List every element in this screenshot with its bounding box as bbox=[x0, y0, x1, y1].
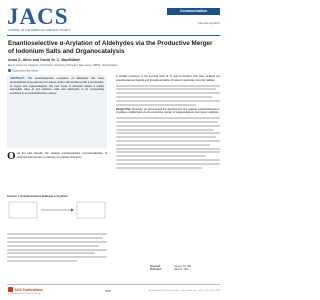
journal-name: JOURNAL OF THE AMERICAN CHEMICAL SOCIETY bbox=[8, 29, 71, 32]
text-line bbox=[116, 167, 202, 169]
scheme-block bbox=[7, 195, 107, 262]
text-line bbox=[116, 92, 220, 94]
first-paragraph bbox=[7, 152, 107, 160]
supporting-info-link[interactable] bbox=[8, 69, 38, 73]
text-line bbox=[116, 163, 220, 165]
right-intro: A notable exception is the seminal work of Ye and co-workers who have realized the enantioselective Negishi and Kumada arylation of racemic secondary benzylic halides. bbox=[116, 75, 220, 82]
text-line bbox=[116, 148, 220, 150]
abstract-box bbox=[7, 75, 107, 148]
scheme-graphic bbox=[7, 198, 107, 224]
text-line bbox=[116, 151, 220, 153]
design-plan-heading: Design Plan. bbox=[116, 107, 132, 111]
doi-citation[interactable]: dx.doi.org/10.1021/ja2008906 | J. Am. Chem. Soc. 2011, 133, 4260–4263 bbox=[148, 290, 220, 292]
text-line bbox=[116, 159, 220, 161]
publisher-name: ACS Publications bbox=[14, 288, 43, 292]
text-line bbox=[116, 125, 220, 127]
article-dates bbox=[150, 266, 192, 273]
text-line bbox=[116, 121, 218, 123]
received-date: January 28, 2011 bbox=[174, 266, 192, 268]
article-authors: Anna E. Allen and David W. C. MacMillan* bbox=[8, 58, 81, 62]
abstract-label: ABSTRACT: bbox=[10, 77, 25, 80]
text-line bbox=[116, 100, 220, 102]
text-line bbox=[7, 249, 107, 251]
drop-cap: O bbox=[7, 150, 16, 162]
text-line bbox=[116, 96, 212, 98]
text-line bbox=[116, 85, 220, 87]
right-text-lines-a bbox=[116, 85, 220, 106]
copyright: © 2011 American Chemical Society bbox=[8, 293, 41, 295]
abstract-text: The enantioselective α-arylation of aldehydes has been accomplished using electron-rich arenes under mild conditions with a combination of copper and organocatalysis; this new mode of activation allows a readily accessible class of aryl iodonium salts and aldehydes to be successfully combined in an enantioselective manner. bbox=[10, 77, 104, 96]
text-line bbox=[116, 104, 196, 106]
text-line bbox=[116, 144, 210, 146]
header-rule bbox=[7, 35, 220, 36]
supporting-info-icon bbox=[8, 69, 11, 72]
text-line bbox=[7, 260, 77, 262]
right-text-lines-b bbox=[116, 117, 220, 168]
article-affiliation: Merck Center for Catalysis at Princeton University, Princeton, New Jersey 08544, United States bbox=[8, 63, 118, 67]
text-line bbox=[7, 233, 107, 235]
text-line bbox=[116, 88, 216, 90]
acs-icon bbox=[8, 287, 13, 292]
abstract-content bbox=[7, 75, 107, 98]
published-row bbox=[150, 269, 192, 272]
design-plan-paragraph bbox=[116, 108, 220, 116]
pubs-link[interactable]: pubs.acs.org/JACS bbox=[197, 22, 220, 25]
body-first-paragraph bbox=[7, 152, 107, 161]
page-number: 4260 bbox=[105, 289, 112, 293]
text-line bbox=[116, 136, 216, 138]
text-line bbox=[116, 140, 220, 142]
first-paragraph-text: ver the past decade, the catalytic enantioselective α-functionalization of carbonyls has become a mainstay of synthetic chemistry. bbox=[16, 152, 107, 159]
supporting-info-label: Supporting Information bbox=[12, 69, 39, 72]
left-text-lines bbox=[7, 233, 107, 262]
text-line bbox=[116, 117, 220, 119]
received-label: Received: bbox=[150, 266, 161, 268]
design-plan-text: Recently, we documented the development of a catalytic enantioselective α-vinylation of aldehydes via the productive merger of organocatalysis and copper catalysis. bbox=[116, 107, 220, 115]
scheme-title: Scheme 1. Enantioselective Aldehyde α-Arylation bbox=[7, 195, 68, 198]
text-line bbox=[116, 155, 206, 157]
published-date: March 9, 2011 bbox=[174, 269, 189, 272]
text-line bbox=[7, 237, 103, 239]
text-line bbox=[7, 252, 95, 254]
article-title: Enantioselective α-Arylation of Aldehydes via the Productive Merger of Iodonium Salts and Organocatalysis bbox=[8, 40, 213, 55]
right-column bbox=[116, 75, 220, 169]
text-line bbox=[7, 241, 107, 243]
text-line bbox=[116, 129, 214, 131]
text-line bbox=[7, 245, 99, 247]
journal-logo: JACS bbox=[7, 4, 69, 29]
article-type-badge: Communication bbox=[167, 8, 220, 15]
text-line bbox=[116, 132, 220, 134]
text-line bbox=[7, 256, 107, 258]
published-label: Published: bbox=[150, 269, 162, 272]
footer-rule bbox=[7, 284, 220, 285]
